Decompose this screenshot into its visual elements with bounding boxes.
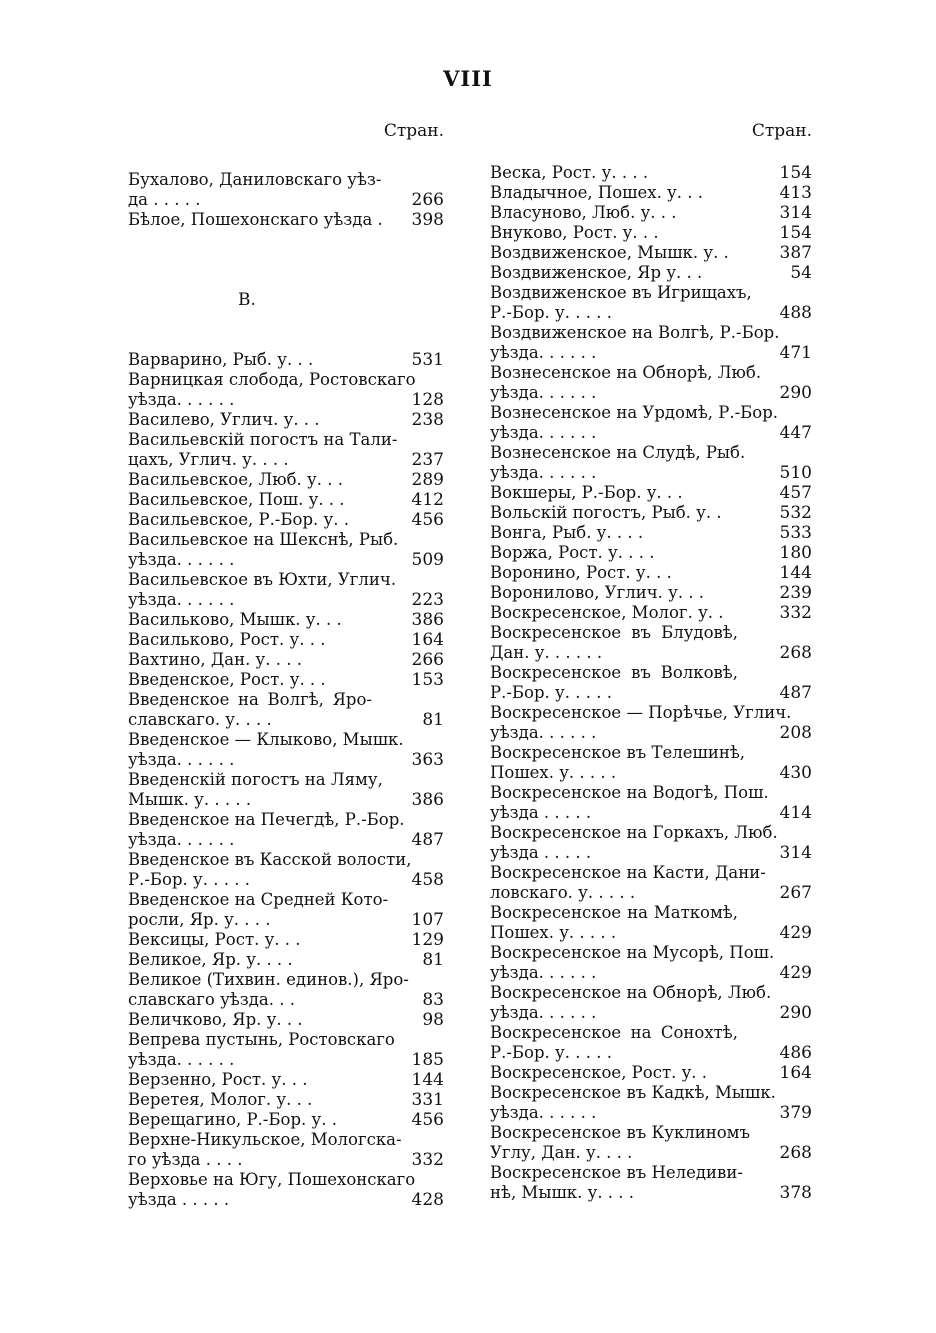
entry-line: Воронино, Рост. у. . . <box>490 563 672 582</box>
entry-line: Воскресенское, Молог. у. . <box>490 603 724 622</box>
entry-line: Пошех. у. . . . . <box>490 923 617 942</box>
entry-line: Вепрева пустынь, Ростовскаго <box>128 1030 395 1049</box>
index-entry <box>490 183 812 203</box>
index-entry <box>490 403 812 443</box>
index-entry <box>128 470 446 490</box>
entry-line: Васильково, Рост. у. . . <box>128 630 326 649</box>
index-entry <box>490 443 812 483</box>
entry-line: уѣзда. . . . . . <box>490 1003 597 1022</box>
entry-line: Верещагино, Р.-Бор. у. . <box>128 1110 337 1129</box>
entry-line: Вознесенское на Обнорѣ, Люб. <box>490 363 762 382</box>
index-entry <box>490 1163 812 1203</box>
entry-line: Воздвиженское, Яр у. . . <box>490 263 703 282</box>
entry-line: Великое (Тихвин. единов.), Яро- <box>128 970 409 989</box>
index-entry <box>490 563 812 583</box>
entry-line: Воржа, Рост. у. . . . <box>490 543 655 562</box>
entry-page-number: 428 <box>411 1190 444 1210</box>
entry-line: Углу, Дан. у. . . . <box>490 1143 633 1162</box>
entry-line: ловскаго. у. . . . . <box>490 883 636 902</box>
index-entry <box>128 1090 446 1110</box>
index-entry <box>490 1063 812 1083</box>
index-entry <box>128 1070 446 1090</box>
entry-line: Варварино, Рыб. у. . . <box>128 350 314 369</box>
entry-line: Мышк. у. . . . . <box>128 790 252 809</box>
entry-page-number: 314 <box>779 203 812 223</box>
entry-line: славскаго уѣзда. . . <box>128 990 295 1009</box>
entry-page-number: 471 <box>779 343 812 363</box>
index-entry <box>490 483 812 503</box>
entry-line: уѣзда. . . . . . <box>128 590 235 609</box>
index-entry <box>490 583 812 603</box>
index-entry <box>490 983 812 1023</box>
index-entry <box>128 930 446 950</box>
index-entry <box>128 410 446 430</box>
entry-line: Пошех. у. . . . . <box>490 763 617 782</box>
index-entry <box>128 370 446 410</box>
page-number: VIII <box>443 66 493 91</box>
entry-line: Вахтино, Дан. у. . . . <box>128 650 302 669</box>
entry-line: Воскресенское на Маткомѣ, <box>490 903 738 922</box>
entry-line: Васильково, Мышк. у. . . <box>128 610 342 629</box>
index-entry <box>128 350 446 370</box>
section-letter: В. <box>238 290 256 310</box>
entry-line: Р.-Бор. у. . . . . <box>490 303 612 322</box>
right-column-header: Стран. <box>751 121 812 141</box>
entry-line: уѣзда. . . . . . <box>490 423 597 442</box>
entry-line: Введенское — Клыково, Мышк. <box>128 730 404 749</box>
entry-line: Введенское, Рост. у. . . <box>128 670 326 689</box>
entry-line: Воздвиженское на Волгѣ, Р.-Бор. <box>490 323 780 342</box>
entry-page-number: 363 <box>411 750 444 770</box>
entry-line: росли, Яр. у. . . . <box>128 910 271 929</box>
entry-line: уѣзда. . . . . . <box>490 463 597 482</box>
entry-page-number: 414 <box>779 803 812 823</box>
entry-line: Веретея, Молог. у. . . <box>128 1090 313 1109</box>
entry-page-number: 144 <box>411 1070 444 1090</box>
entry-page-number: 488 <box>779 303 812 323</box>
entry-line: Воскресенское на Мусорѣ, Пош. <box>490 943 775 962</box>
entry-page-number: 54 <box>790 263 812 283</box>
entry-page-number: 164 <box>411 630 444 650</box>
index-entry <box>128 730 446 770</box>
index-entry <box>128 810 446 850</box>
entry-line: да . . . . . <box>128 190 201 209</box>
left-entries <box>128 170 446 1210</box>
index-entry <box>490 163 812 183</box>
entry-page-number: 266 <box>411 650 444 670</box>
entry-page-number: 398 <box>411 210 444 230</box>
index-entry <box>128 690 446 730</box>
entry-page-number: 331 <box>411 1090 444 1110</box>
entry-page-number: 208 <box>779 723 812 743</box>
entry-page-number: 487 <box>779 683 812 703</box>
entry-page-number: 412 <box>411 490 444 510</box>
entry-page-number: 144 <box>779 563 812 583</box>
entry-line: Воздвиженское въ Игрищахъ, <box>490 283 752 302</box>
entry-page-number: 456 <box>411 510 444 530</box>
entry-line: Воскресенское въ Волковѣ, <box>490 663 738 682</box>
entry-line: Владычное, Пошех. у. . . <box>490 183 703 202</box>
entry-line: Р.-Бор. у. . . . . <box>490 1043 612 1062</box>
entry-line: уѣзда. . . . . . <box>490 963 597 982</box>
entry-line: уѣзда. . . . . . <box>128 1050 235 1069</box>
entry-line: Воскресенское на Водогѣ, Пош. <box>490 783 769 802</box>
entry-line: го уѣзда . . . . <box>128 1150 243 1169</box>
entry-line: Вознесенское на Слудѣ, Рыб. <box>490 443 746 462</box>
entry-line: Воскресенское, Рост. у. . <box>490 1063 708 1082</box>
entry-line: нѣ, Мышк. у. . . . <box>490 1183 635 1202</box>
entry-line: славскаго. у. . . . <box>128 710 272 729</box>
index-entry <box>128 650 446 670</box>
entry-line: Р.-Бор. у. . . . . <box>490 683 612 702</box>
index-entry <box>128 610 446 630</box>
entry-page-number: 379 <box>779 1103 812 1123</box>
entry-page-number: 487 <box>411 830 444 850</box>
entry-page-number: 458 <box>411 870 444 890</box>
index-entry <box>490 623 812 663</box>
entry-line: Вокшеры, Р.-Бор. у. . . <box>490 483 683 502</box>
entry-line: Варницкая слобода, Ростовскаго <box>128 370 416 389</box>
entry-page-number: 314 <box>779 843 812 863</box>
index-entry <box>490 703 812 743</box>
entry-page-number: 290 <box>779 383 812 403</box>
entry-line: Воскресенское на Обнорѣ, Люб. <box>490 983 772 1002</box>
index-entry <box>490 823 812 863</box>
entry-page-number: 430 <box>779 763 812 783</box>
entry-line: Великое, Яр. у. . . . <box>128 950 293 969</box>
entry-page-number: 510 <box>779 463 812 483</box>
index-entry <box>128 890 446 930</box>
index-entry <box>128 1010 446 1030</box>
entry-page-number: 237 <box>411 450 444 470</box>
entry-page-number: 457 <box>779 483 812 503</box>
entry-page-number: 153 <box>411 670 444 690</box>
entry-line: Внуково, Рост. у. . . <box>490 223 659 242</box>
index-entry <box>490 1023 812 1063</box>
entry-page-number: 239 <box>779 583 812 603</box>
entry-line: Воздвиженское, Мышк. у. . <box>490 243 729 262</box>
entry-page-number: 83 <box>422 990 444 1010</box>
entry-page-number: 509 <box>411 550 444 570</box>
entry-line: Вексицы, Рост. у. . . <box>128 930 301 949</box>
index-entry <box>128 210 446 230</box>
entry-line: Введенскій погостъ на Ляму, <box>128 770 383 789</box>
entry-page-number: 81 <box>422 950 444 970</box>
entry-line: уѣзда. . . . . . <box>490 383 597 402</box>
entry-page-number: 185 <box>411 1050 444 1070</box>
entry-line: Воскресенское въ Кадкѣ, Мышк. <box>490 1083 776 1102</box>
index-entry <box>128 1170 446 1210</box>
entry-line: уѣзда. . . . . . <box>490 723 597 742</box>
index-entry <box>490 503 812 523</box>
entry-line: Васильевское, Р.-Бор. у. . <box>128 510 349 529</box>
entry-line: уѣзда. . . . . . <box>490 1103 597 1122</box>
index-entry <box>490 203 812 223</box>
entry-line: Введенское на Печегдѣ, Р.-Бор. <box>128 810 405 829</box>
entry-page-number: 456 <box>411 1110 444 1130</box>
index-entry <box>128 1130 446 1170</box>
entry-line: Воскресенское въ Телешинѣ, <box>490 743 746 762</box>
index-entry <box>490 663 812 703</box>
entry-line: Вознесенское на Урдомѣ, Р.-Бор. <box>490 403 779 422</box>
entry-line: уѣзда. . . . . . <box>490 343 597 362</box>
index-entry <box>490 263 812 283</box>
entry-line: уѣзда. . . . . . <box>128 830 235 849</box>
index-entry <box>128 630 446 650</box>
index-entry <box>490 783 812 823</box>
entry-line: Воронилово, Углич. у. . . <box>490 583 705 602</box>
index-entry <box>490 283 812 323</box>
entry-line: Верзенно, Рост. у. . . <box>128 1070 308 1089</box>
index-entry <box>490 363 812 403</box>
entry-page-number: 387 <box>779 243 812 263</box>
entry-line: Бухалово, Даниловскаго уѣз- <box>128 170 382 189</box>
left-column-header: Стран. <box>383 121 444 141</box>
entry-page-number: 164 <box>779 1063 812 1083</box>
index-entry <box>490 743 812 783</box>
index-entry <box>128 530 446 570</box>
entry-line: Васильевское, Люб. у. . . <box>128 470 343 489</box>
entry-line: уѣзда . . . . . <box>490 803 592 822</box>
entry-line: Верховье на Югу, Пошехонскаго <box>128 1170 416 1189</box>
entry-page-number: 378 <box>779 1183 812 1203</box>
entry-line: Василево, Углич. у. . . <box>128 410 320 429</box>
index-entry <box>490 543 812 563</box>
entry-line: уѣзда . . . . . <box>490 843 592 862</box>
entry-line: цахъ, Углич. у. . . . <box>128 450 289 469</box>
entry-page-number: 107 <box>411 910 444 930</box>
entry-line: уѣзда. . . . . . <box>128 750 235 769</box>
index-entry <box>490 243 812 263</box>
entry-line: уѣзда. . . . . . <box>128 550 235 569</box>
index-entry <box>128 490 446 510</box>
entry-line: Васильевское, Пош. у. . . <box>128 490 345 509</box>
entry-line: Вонга, Рыб. у. . . . <box>490 523 644 542</box>
entry-page-number: 266 <box>411 190 444 210</box>
entry-line: Введенское въ Касской волости, <box>128 850 412 869</box>
entry-line: Васильевскій погостъ на Тали- <box>128 430 398 449</box>
index-entry <box>490 903 812 943</box>
entry-page-number: 413 <box>779 183 812 203</box>
entry-line: Бѣлое, Пошехонскаго уѣзда . <box>128 210 383 229</box>
index-entry <box>128 850 446 890</box>
entry-line: Воскресенское въ Неледиви- <box>490 1163 743 1182</box>
entry-page-number: 81 <box>422 710 444 730</box>
entry-page-number: 98 <box>422 1010 444 1030</box>
entry-line: Воскресенское — Порѣчье, Углич. <box>490 703 792 722</box>
index-entry <box>128 1110 446 1130</box>
entry-page-number: 223 <box>411 590 444 610</box>
entry-page-number: 154 <box>779 163 812 183</box>
index-entry <box>128 170 446 210</box>
entry-page-number: 128 <box>411 390 444 410</box>
entry-page-number: 180 <box>779 543 812 563</box>
index-entry <box>490 523 812 543</box>
entry-line: Вольскій погостъ, Рыб. у. . <box>490 503 722 522</box>
entry-page-number: 290 <box>779 1003 812 1023</box>
entry-line: Власуново, Люб. у. . . <box>490 203 677 222</box>
entry-line: уѣзда. . . . . . <box>128 390 235 409</box>
index-entry <box>128 510 446 530</box>
index-entry <box>490 223 812 243</box>
entry-line: Веска, Рост. у. . . . <box>490 163 649 182</box>
entry-page-number: 238 <box>411 410 444 430</box>
entry-page-number: 532 <box>779 503 812 523</box>
entry-page-number: 268 <box>779 1143 812 1163</box>
entry-page-number: 447 <box>779 423 812 443</box>
index-entry <box>128 430 446 470</box>
entry-page-number: 289 <box>411 470 444 490</box>
entry-line: Воскресенское на Горкахъ, Люб. <box>490 823 778 842</box>
entry-page-number: 332 <box>411 1150 444 1170</box>
entry-line: уѣзда . . . . . <box>128 1190 230 1209</box>
index-entry <box>128 970 446 1010</box>
index-entry <box>128 570 446 610</box>
entry-line: Дан. у. . . . . . <box>490 643 603 662</box>
entry-line: Введенское на Волгѣ, Яро- <box>128 690 372 709</box>
entry-line: Воскресенское въ Блудовѣ, <box>490 623 738 642</box>
entry-page-number: 531 <box>411 350 444 370</box>
entry-page-number: 429 <box>779 923 812 943</box>
entry-page-number: 154 <box>779 223 812 243</box>
index-entry <box>128 950 446 970</box>
entry-page-number: 267 <box>779 883 812 903</box>
right-entries <box>490 163 812 1203</box>
entry-page-number: 332 <box>779 603 812 623</box>
entry-line: Васильевское на Шекснѣ, Рыб. <box>128 530 399 549</box>
entry-page-number: 533 <box>779 523 812 543</box>
entry-page-number: 386 <box>411 610 444 630</box>
index-entry <box>490 863 812 903</box>
entry-line: Введенское на Средней Кото- <box>128 890 389 909</box>
index-entry <box>128 1030 446 1070</box>
index-entry <box>128 670 446 690</box>
entry-page-number: 486 <box>779 1043 812 1063</box>
entry-line: Верхне-Никульское, Мологска- <box>128 1130 402 1149</box>
index-entry <box>490 323 812 363</box>
entry-line: Воскресенское на Касти, Дани- <box>490 863 766 882</box>
entry-line: Р.-Бор. у. . . . . <box>128 870 250 889</box>
index-entry <box>128 770 446 810</box>
entry-line: Воскресенское на Сонохтѣ, <box>490 1023 738 1042</box>
entry-line: Воскресенское въ Куклиномъ <box>490 1123 751 1142</box>
entry-page-number: 386 <box>411 790 444 810</box>
entry-page-number: 129 <box>411 930 444 950</box>
index-entry <box>490 1083 812 1123</box>
index-entry <box>490 1123 812 1163</box>
entry-page-number: 268 <box>779 643 812 663</box>
index-entry <box>490 603 812 623</box>
entry-line: Васильевское въ Юхти, Углич. <box>128 570 397 589</box>
index-entry <box>490 943 812 983</box>
entry-page-number: 429 <box>779 963 812 983</box>
entry-line: Величково, Яр. у. . . <box>128 1010 303 1029</box>
